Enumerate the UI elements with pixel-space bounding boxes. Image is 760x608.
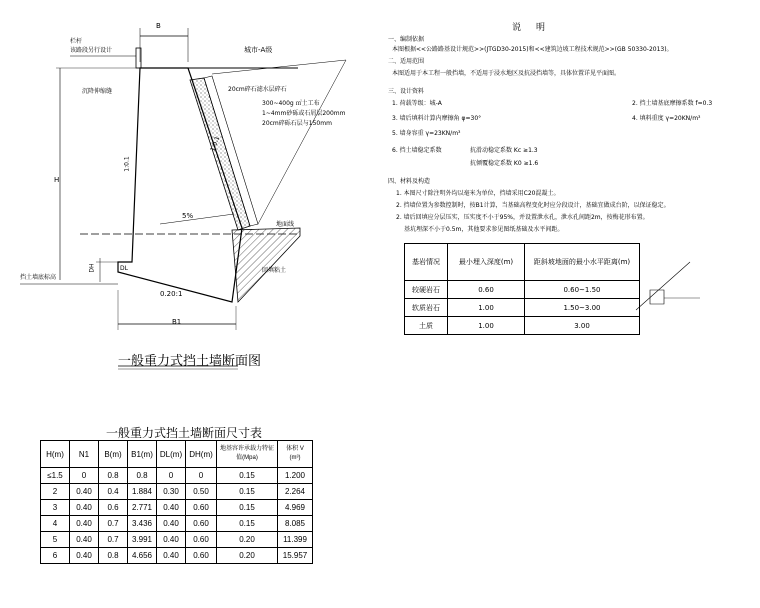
table-row: [41, 468, 313, 484]
table-cell: 较硬岩石: [405, 281, 448, 299]
table-cell: 1.50~3.00: [525, 299, 640, 317]
notes-heading: 说 明: [512, 23, 549, 33]
table-cell: 1.884: [128, 484, 157, 500]
table-header-cell: N1: [70, 441, 99, 468]
table-cell: 4: [41, 516, 70, 532]
base-slope-label: 0.20:1: [160, 290, 183, 298]
table-cell: 0.40: [157, 532, 186, 548]
table-cell: 0.40: [70, 532, 99, 548]
table-cell: 4.656: [128, 548, 157, 564]
dim-b1-label: B1: [172, 318, 182, 326]
table-cell: 土质: [405, 317, 448, 335]
table-cell: 0.40: [157, 516, 186, 532]
note-scope-heading: 二、适用范围: [388, 58, 425, 65]
table-cell: 0.8: [128, 468, 157, 484]
dim-table-title: 一般重力式挡土墙断面尺寸表: [106, 426, 263, 440]
table-cell: 0.40: [70, 484, 99, 500]
table-header-cell: B(m): [99, 441, 128, 468]
param-wall-weight: 5. 墙身容重 γ=23KN/m³: [392, 130, 461, 137]
table-row: [405, 317, 640, 335]
table-cell: 0.15: [217, 468, 278, 484]
table-header-cell: 体积 V (m³): [278, 441, 313, 468]
table-cell: 0: [186, 468, 217, 484]
table-header-cell: H(m): [41, 441, 70, 468]
table-cell: 0: [157, 468, 186, 484]
table-cell: 0.40: [157, 500, 186, 516]
table-header-cell: 最小埋入深度(m): [448, 244, 525, 281]
table-row: [41, 548, 313, 564]
param-ko: 抗倾覆稳定系数 K0 ≥1.6: [470, 160, 539, 167]
table-cell: 0.60: [186, 548, 217, 564]
table-cell: 0.7: [99, 516, 128, 532]
table-cell: 0.30: [157, 484, 186, 500]
note-scope-text: 本图适用于本工程一般挡墙，不适用于浸水地区及抗浸挡墙等，具体位置详见平面图。: [392, 70, 621, 77]
table-cell: 2.771: [128, 500, 157, 516]
table-cell: 0.60~1.50: [525, 281, 640, 299]
param-kc: 抗滑动稳定系数 Kc ≥1.3: [470, 147, 538, 154]
table-cell: 软质岩石: [405, 299, 448, 317]
base-elevation-label: 挡土墙底标高: [20, 274, 57, 281]
table-cell: 0.15: [217, 484, 278, 500]
slope-percent-label: 5%: [182, 212, 194, 220]
table-cell: 0.50: [186, 484, 217, 500]
note-material-3: 2. 墙后回填应分层压实，压实度不小于95%，并设置泄水孔，泄水孔间距2m，按梅花形布置。: [396, 214, 649, 221]
road-grade-label: 城市-A级: [244, 46, 273, 54]
table-cell: 0.60: [186, 516, 217, 532]
table-row: [41, 484, 313, 500]
table-cell: 11.399: [278, 532, 313, 548]
table-cell: 3.00: [525, 317, 640, 335]
note-design-heading: 三、设计资料: [388, 88, 425, 95]
table-cell: 3.991: [128, 532, 157, 548]
table-cell: 0.7: [99, 532, 128, 548]
note-material-heading: 四、材料及构造: [388, 178, 431, 185]
table-cell: 15.957: [278, 548, 313, 564]
table-header-cell: 距斜坡地面的最小水平距离(m): [525, 244, 640, 281]
foundation-depth-table: [404, 243, 640, 335]
table-cell: 3.436: [128, 516, 157, 532]
table-cell: 6: [41, 548, 70, 564]
table-header-cell: DH(m): [186, 441, 217, 468]
table-cell: 2: [41, 484, 70, 500]
table-cell: 0: [70, 468, 99, 484]
railing-note: 该路段另行设计: [70, 47, 113, 54]
table-cell: 1.00: [448, 317, 525, 335]
table-cell: 2.264: [278, 484, 313, 500]
fill-note-3: 20cm碎砾石层与150mm: [262, 120, 332, 127]
table-cell: 0.60: [186, 500, 217, 516]
note-basis-text: 本图根据<<公路路基设计规范>>(JTGD30-2015)和<<建筑边坡工程技术规范>>(GB 50330-2013)。: [392, 46, 673, 53]
table-header-cell: B1(m): [128, 441, 157, 468]
table-header-cell: DL(m): [157, 441, 186, 468]
table-cell: 0.20: [217, 548, 278, 564]
fill-note-2: 1~4mm砂砾或石屑层200mm: [262, 110, 346, 117]
table-cell: 5: [41, 532, 70, 548]
table-header-row: [41, 441, 313, 468]
note-material-1: 1. 本图尺寸除注明外均以毫米为单位，挡墙采用C20混凝土。: [396, 190, 560, 197]
table-cell: 0.40: [157, 548, 186, 564]
dim-h-label: H: [54, 176, 60, 184]
param-friction-angle: 3. 墙后填料计算内摩擦角 φ=30°: [392, 115, 482, 122]
table-header-cell: 基岩情况: [405, 244, 448, 281]
dim-dl-label: DL: [120, 265, 128, 272]
table-cell: 0.40: [70, 500, 99, 516]
ground-line-label: 地面线: [276, 221, 295, 228]
table-row: [41, 516, 313, 532]
param-fill-weight: 4. 填料重度 γ=20KN/m³: [632, 115, 701, 122]
note-basis-heading: 一、编制依据: [388, 36, 425, 43]
table-cell: ≤1.5: [41, 468, 70, 484]
rear-fill-label: 回填粘土: [262, 267, 287, 274]
table-cell: 0.40: [70, 548, 99, 564]
note-material-2: 2. 挡墙位置为参数控制时，按B1计算，当基础高程变化时应分段设计，基础宜做成台阶，以保证稳定。: [396, 202, 670, 209]
param-stability: 6. 挡土墙稳定系数: [392, 147, 442, 154]
back-slope-label: 1:0.1: [209, 135, 222, 153]
table-cell: 1.00: [448, 299, 525, 317]
dimension-table: [40, 440, 313, 564]
railing-label: 栏杆: [70, 38, 83, 45]
dimension-table-body: [41, 468, 313, 564]
table-cell: 4.969: [278, 500, 313, 516]
table-row: [41, 500, 313, 516]
section-title: 一般重力式挡土墙断面图: [118, 354, 262, 369]
note-material-4: 基坑埋深不小于0.5m，其他要求参见图纸基础及水平间距。: [404, 226, 564, 233]
table-cell: 0.15: [217, 500, 278, 516]
front-slope-label: 1:0.1: [123, 156, 131, 172]
table-cell: 0.20: [217, 532, 278, 548]
table-cell: 0.60: [186, 532, 217, 548]
table-header-row: [405, 244, 640, 281]
param-load: 1. 荷载等级：城-A: [392, 100, 442, 107]
table-cell: 0.8: [99, 548, 128, 564]
dim-b-label: B: [156, 22, 161, 30]
settlement-label: 沉降伸缩缝: [82, 88, 113, 95]
table-cell: 0.40: [70, 516, 99, 532]
param-base-friction: 2. 挡土墙基底摩擦系数 f=0.3: [632, 100, 713, 107]
table-header-cell: 地基容许承载力特征值(Mpa): [217, 441, 278, 468]
table-row: [41, 532, 313, 548]
table-cell: 0.6: [99, 500, 128, 516]
table-cell: 0.15: [217, 516, 278, 532]
table-row: [405, 299, 640, 317]
gravel-label: 20cm碎石滤水层碎石: [228, 86, 287, 93]
table-cell: 8.085: [278, 516, 313, 532]
table-cell: 0.60: [448, 281, 525, 299]
table-row: [405, 281, 640, 299]
table-cell: 0.4: [99, 484, 128, 500]
fill-note-1: 300~400g ㎡土工布: [262, 100, 320, 107]
table-cell: 3: [41, 500, 70, 516]
table-cell: 1.200: [278, 468, 313, 484]
dim-dh-label: DH: [88, 263, 96, 273]
table-cell: 0.8: [99, 468, 128, 484]
